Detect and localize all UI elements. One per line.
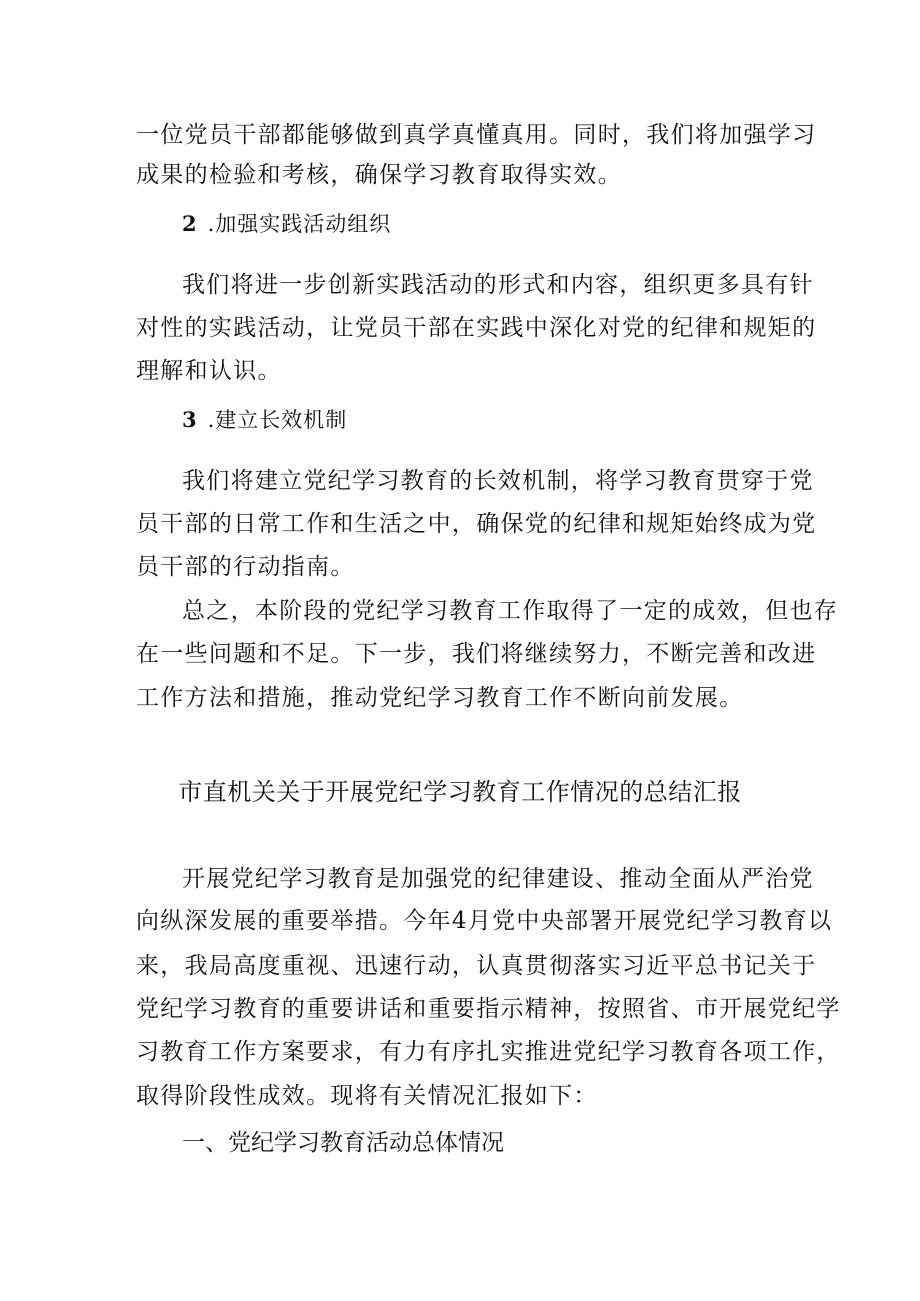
paragraph-line: 开展党纪学习教育是加强党的纪律建设、推动全面从严治党 <box>182 866 814 892</box>
paragraph-line: 员干部的日常工作和生活之中，确保党的纪律和规矩始终成为党 <box>136 511 817 537</box>
paragraph-line: 员干部的行动指南。 <box>136 554 355 580</box>
document-title: 市直机关关于开展党纪学习教育工作情况的总结汇报 <box>178 778 742 806</box>
paragraph-line: 成果的检验和考核，确保学习教育取得实效。 <box>136 162 622 188</box>
subheading-label: .建立长效机制 <box>207 408 348 432</box>
subheading-item-3 <box>182 405 347 435</box>
paragraph-line: 总之，本阶段的党纪学习教育工作取得了一定的成效，但也存 <box>182 598 839 624</box>
paragraph-line: 取得阶段性成效。现将有关情况汇报如下： <box>136 1083 598 1109</box>
paragraph-line: 一位党员干部都能够做到真学真懂真用。同时，我们将加强学习 <box>136 122 817 148</box>
paragraph-line: 习教育工作方案要求，有力有序扎实推进党纪学习教育各项工作， <box>136 1039 841 1065</box>
subheading-item-2 <box>182 209 391 239</box>
paragraph-line: 来，我局高度重视、迅速行动，认真贯彻落实习近平总书记关于 <box>136 953 817 979</box>
subheading-number: 3 <box>182 407 198 432</box>
section-heading: 一、党纪学习教育活动总体情况 <box>182 1130 504 1156</box>
paragraph-line: 我们将建立党纪学习教育的长效机制，将学习教育贯穿于党 <box>182 468 814 494</box>
paragraph-line: 我们将进一步创新实践活动的形式和内容，组织更多具有针 <box>182 272 814 298</box>
paragraph-line: 工作方法和措施，推动党纪学习教育工作不断向前发展。 <box>136 685 744 711</box>
subheading-number: 2 <box>182 211 198 236</box>
paragraph-line: 党纪学习教育的重要讲话和重要指示精神，按照省、市开展党纪学 <box>136 996 841 1022</box>
paragraph-line: 在一些问题和不足。下一步，我们将继续努力，不断完善和改进 <box>136 641 817 667</box>
subheading-label: .加强实践活动组织 <box>207 212 392 236</box>
paragraph-line: 向纵深发展的重要举措。今年4月党中央部署开展党纪学习教育以 <box>136 908 833 934</box>
paragraph-line: 对性的实践活动，让党员干部在实践中深化对党的纪律和规矩的 <box>136 315 817 341</box>
paragraph-line: 理解和认识。 <box>136 358 282 384</box>
